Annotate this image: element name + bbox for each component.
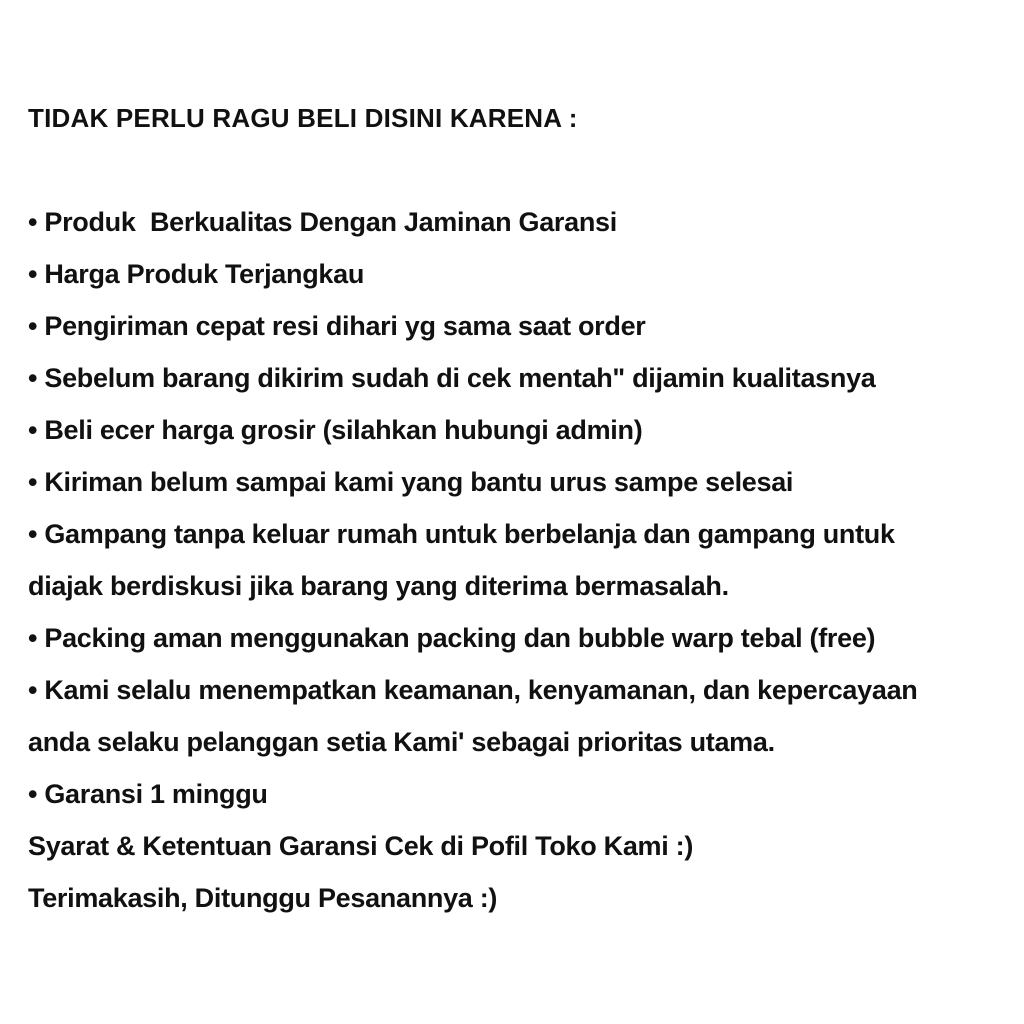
bullet-line: • Pengiriman cepat resi dihari yg sama saat order xyxy=(28,311,646,341)
bullet-line: • Garansi 1 minggu xyxy=(28,779,268,809)
bullet-line: • Sebelum barang dikirim sudah di cek mentah" dijamin kualitasnya xyxy=(28,363,876,393)
bullet-line: • Kiriman belum sampai kami yang bantu urus sampe selesai xyxy=(28,467,794,497)
bullet-line: • Produk Berkualitas Dengan Jaminan Garansi xyxy=(28,207,617,237)
bullet-line: • Packing aman menggunakan packing dan bubble warp tebal (free) xyxy=(28,623,876,653)
bullet-line: • Harga Produk Terjangkau xyxy=(28,259,365,289)
continuation-line: anda selaku pelanggan setia Kami' sebagai prioritas utama. xyxy=(28,727,775,757)
bullet-line: • Gampang tanpa keluar rumah untuk berbelanja dan gampang untuk xyxy=(28,519,895,549)
note-lines xyxy=(28,196,994,924)
page-title: TIDAK PERLU RAGU BELI DISINI KARENA : xyxy=(28,103,578,133)
bullet-line: • Beli ecer harga grosir (silahkan hubungi admin) xyxy=(28,415,643,445)
continuation-line: diajak berdiskusi jika barang yang diterima bermasalah. xyxy=(28,571,729,601)
footer-line: Syarat & Ketentuan Garansi Cek di Pofil Toko Kami :) xyxy=(28,831,694,861)
footer-line: Terimakasih, Ditunggu Pesanannya :) xyxy=(28,883,498,913)
bullet-line: • Kami selalu menempatkan keamanan, kenyamanan, dan kepercayaan xyxy=(28,675,918,705)
